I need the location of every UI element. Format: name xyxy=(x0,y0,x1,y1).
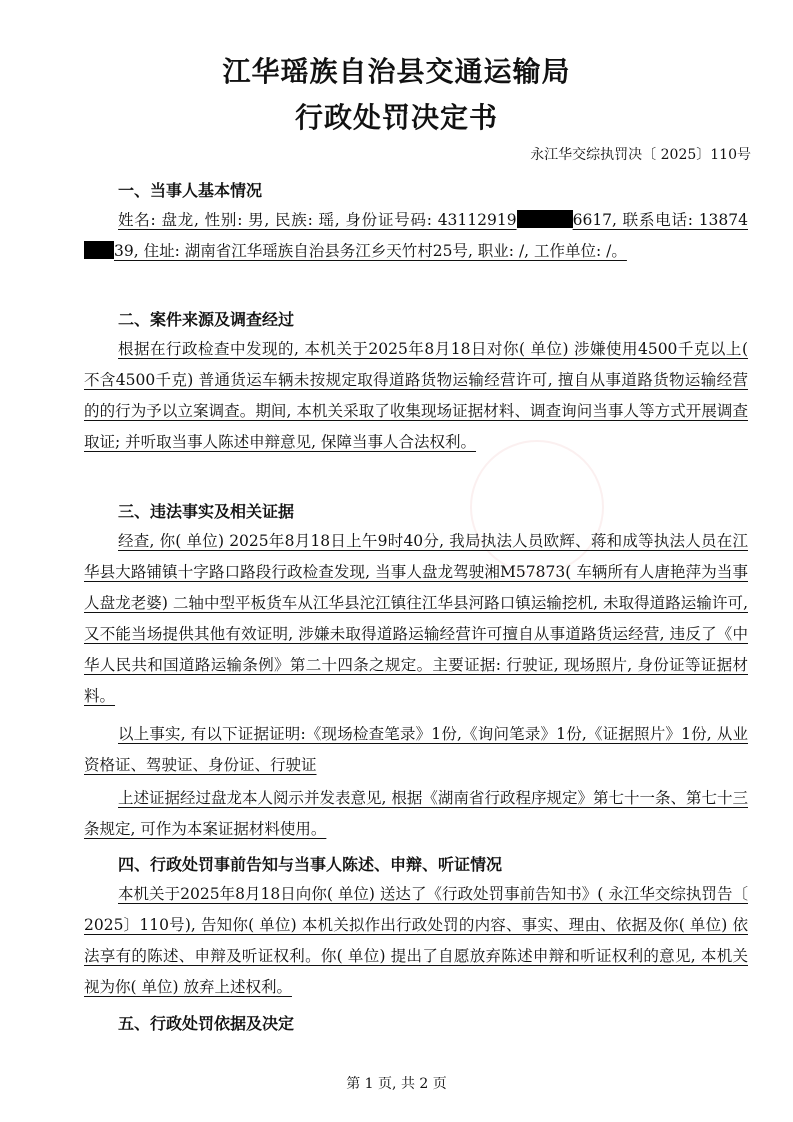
section-heading-notification: 四、行政处罚事前告知与当事人陈述、申辩、听证情况 xyxy=(118,855,503,874)
page-footer: 第 1 页, 共 2 页 xyxy=(346,1076,447,1092)
case-source-text: 根据在行政检查中发现的, 本机关于2025年8月18日对你( 单位) 涉嫌使用4500千克以上( 不含4500千克) 普通货运车辆未按规定取得道路货物运输经营许可, 擅自从事道路货物运输经营的的行为予以立案调查。期间, 本机关采取了收集现场证据材料、调查询问当事人等方式开展调查取证; 并听取当事人陈述申辩意见, 保障当事人合法权利。 xyxy=(84,340,748,451)
redaction-block xyxy=(517,210,573,228)
party-info-text-a: 姓名: 盘龙, 性别: 男, 民族: 瑶, 身份证号码: 43112919 xyxy=(118,211,517,229)
violation-facts-paragraph xyxy=(84,526,748,712)
case-source-paragraph xyxy=(84,334,748,458)
evidence-confirmation-text: 上述证据经过盘龙本人阅示并发表意见, 根据《湖南省行政程序规定》第七十一条、第七十三条规定, 可作为本案证据材料使用。 xyxy=(84,789,748,838)
section-heading-violation-facts: 三、违法事实及相关证据 xyxy=(118,502,295,521)
evidence-confirmation-paragraph xyxy=(84,783,748,845)
evidence-list-paragraph xyxy=(84,719,748,781)
party-info-paragraph xyxy=(84,205,748,267)
document-title-type: 行政处罚决定书 xyxy=(294,101,498,134)
violation-facts-text: 经查, 你( 单位) 2025年8月18日上午9时40分, 我局执法人员欧辉、蒋和成等执法人员在江华县大路铺镇十字路口路段行政检查发现, 当事人盘龙驾驶湘M57873( 车辆所有人唐艳萍为当事人盘龙老婆) 二轴中型平板货车从江华县沱江镇往江华县河路口镇运输挖机, 未取得道路运输许可, 又不能当场提供其他有效证明, 涉嫌未取得道路运输经营许可擅自从事道路货运经营, 违反了《中华人民共和国道路运输条例》第二十四条之规定。主要证据: 行驶证, 现场照片, 身份证等证据材料。 xyxy=(84,532,748,705)
notification-paragraph xyxy=(84,879,748,1003)
notification-text: 本机关于2025年8月18日向你( 单位) 送达了《行政处罚事前告知书》( 永江华交综执罚告〔 2025〕110号), 告知你( 单位) 本机关拟作出行政处罚的内容、事实、理由、依据及你( 单位) 依法享有的陈述、申辩及听证权利。你( 单位) 提出了自愿放弃陈述申辩和听证权利的意见, 本机关视为你( 单位) 放弃上述权利。 xyxy=(84,885,748,996)
party-info-text-b: 6617, 联系电话: 13874 xyxy=(572,211,748,229)
section-heading-party-info: 一、当事人基本情况 xyxy=(118,181,263,200)
evidence-list-text: 以上事实, 有以下证据证明:《现场检查笔录》1份,《询问笔录》1份,《证据照片》1份, 从业资格证、驾驶证、身份证、行驶证 xyxy=(84,725,748,774)
party-info-text-c: 39, 住址: 湖南省江华瑶族自治县务江乡天竹村25号, 职业: /, 工作单位: /。 xyxy=(114,242,627,260)
redaction-block xyxy=(84,241,114,259)
document-title-agency: 江华瑶族自治县交通运输局 xyxy=(222,55,571,88)
section-heading-decision: 五、行政处罚依据及决定 xyxy=(118,1014,295,1033)
document-number: 永江华交综执罚决〔 2025〕110号 xyxy=(530,147,751,163)
section-heading-case-source: 二、案件来源及调查经过 xyxy=(118,310,295,329)
